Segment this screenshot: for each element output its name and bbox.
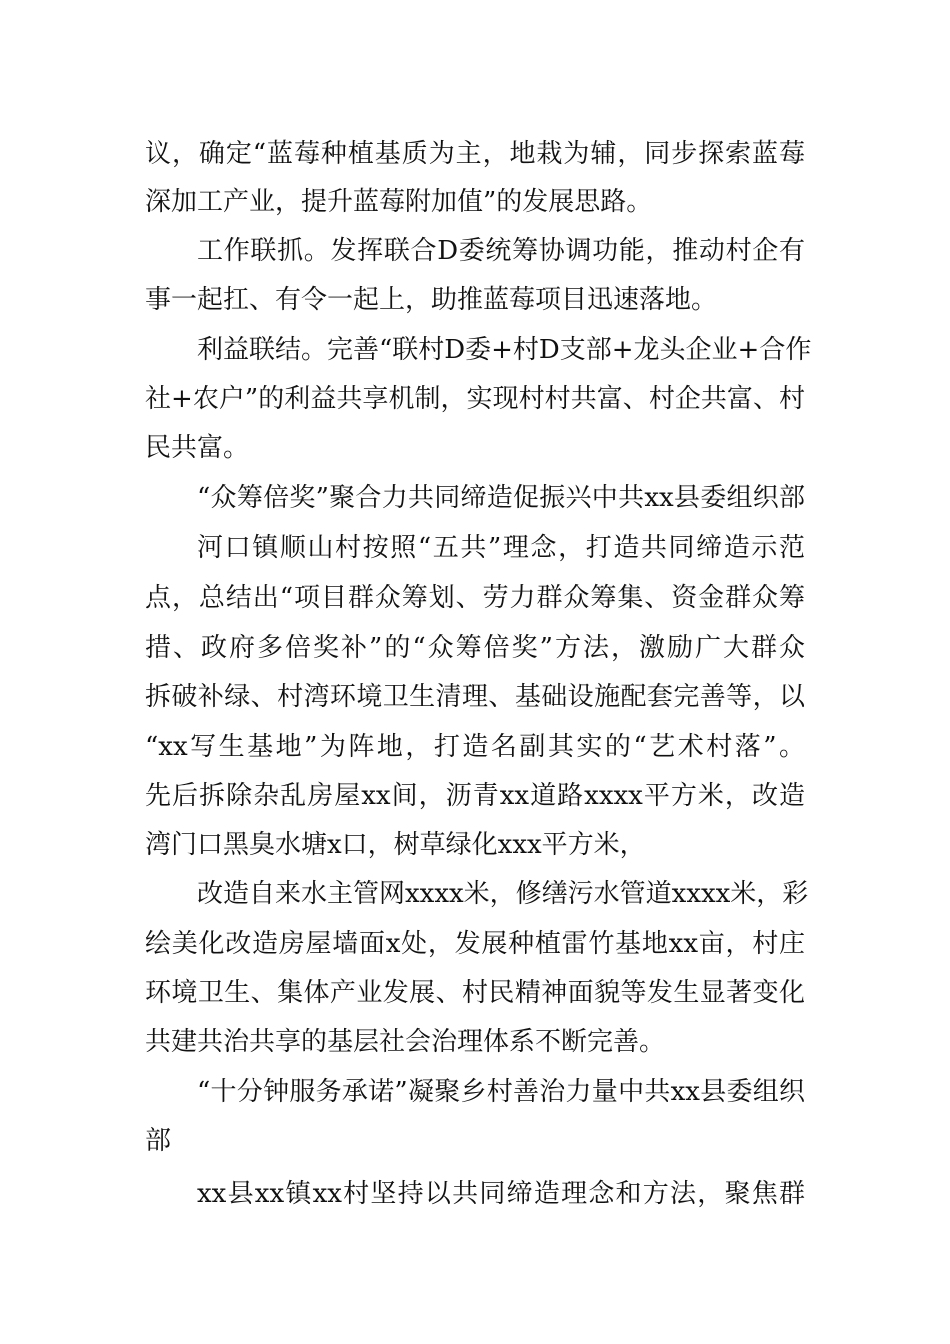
text-line: 民共富。	[145, 433, 250, 463]
text-line: 工作联抓。发挥联合D委统筹协调功能，推动村企有	[197, 236, 805, 266]
text-line: 深加工产业，提升蓝莓附加值”的发展思路。	[145, 187, 653, 217]
text-line: 湾门口黑臭水塘x口，树草绿化xxx平方米，	[145, 830, 646, 860]
text-line: 共建共治共享的基层社会治理体系不断完善。	[145, 1027, 666, 1057]
text-line: “xx写生基地”为阵地，打造名副其实的“艺术村落”。	[145, 732, 805, 762]
text-line: 措、政府多倍奖补”的“众筹倍奖”方法，激励广大群众	[145, 633, 805, 663]
section-heading: “众筹倍奖”聚合力共同缔造促振兴中共xx县委组织部	[197, 483, 805, 513]
text-line: 环境卫生、集体产业发展、村民精神面貌等发生显著变化	[145, 978, 805, 1008]
text-line: 先后拆除杂乱房屋xx间，沥青xx道路xxxx平方米，改造	[145, 781, 805, 811]
text-line: 点，总结出“项目群众筹划、劳力群众筹集、资金群众筹	[145, 583, 805, 613]
text-line: 改造自来水主管网xxxx米，修缮污水管道xxxx米，彩	[197, 879, 809, 909]
text-line: xx县xx镇xx村坚持以共同缔造理念和方法，聚焦群	[197, 1179, 805, 1209]
section-heading: 部	[145, 1126, 172, 1156]
text-line: 社+农户”的利益共享机制，实现村村共富、村企共富、村	[145, 384, 805, 414]
text-line: 议，确定“蓝莓种植基质为主，地栽为辅，同步探索蓝莓	[145, 139, 805, 169]
text-line: 绘美化改造房屋墙面x处，发展种植雷竹基地xx亩，村庄	[145, 929, 805, 959]
text-line: 利益联结。完善“联村D委+村D支部+龙头企业+合作	[197, 335, 812, 365]
text-line: 事一起扛、有令一起上，助推蓝莓项目迅速落地。	[145, 285, 718, 315]
text-line: 河口镇顺山村按照“五共”理念，打造共同缔造示范	[197, 533, 805, 563]
text-line: 拆破补绿、村湾环境卫生清理、基础设施配套完善等，以	[145, 682, 805, 712]
section-heading: “十分钟服务承诺”凝聚乡村善治力量中共xx县委组织	[197, 1077, 805, 1107]
